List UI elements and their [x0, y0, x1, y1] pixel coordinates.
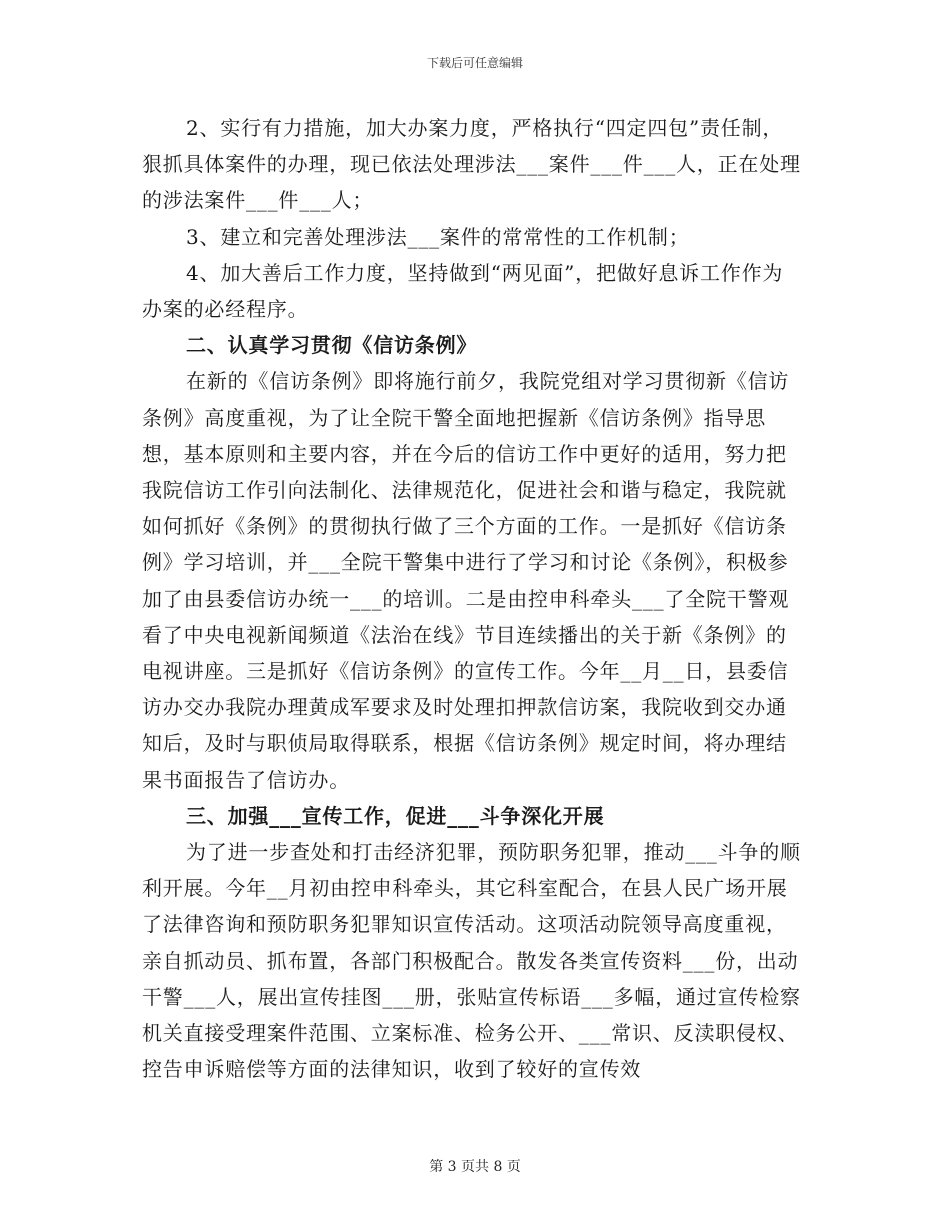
section-heading-3: 三、加强___宣传工作，促进___斗争深化开展 — [186, 803, 605, 828]
paragraph-publicity: 为了进一步查处和打击经济犯罪，预防职务犯罪，推动___斗争的顺利开展。今年__月初由控申科牵头，其它科室配合，在县人民广场开展了法律咨询和预防职务犯罪知识宣传活动。这项活动院领导高度重视，亲自抓动员、抓布置，各部门积极配合。散发各类宣传资料___份，出动干警___人，展出宣传挂图___册，张贴宣传标语___多幅，通过宣传检察机关直接受理案件范围、立案标准、检务公开、___常识、反渎职侵权、控告申诉赔偿等方面的法律知识，收到了较好的宣传效 — [142, 840, 801, 1082]
section-heading-2: 二、认真学习贯彻《信访条例》 — [186, 333, 478, 358]
paragraph-regulation-study: 在新的《信访条例》即将施行前夕，我院党组对学习贯彻新《信访条例》高度重视，为了让全院干警全面地把握新《信访条例》指导思想，基本原则和主要内容，并在今后的信访工作中更好的适用，努力把我院信访工作引向法制化、法律规范化，促进社会和谐与稳定，我院就如何抓好《条例》的贯彻执行做了三个方面的工作。一是抓好《信访条例》学习培训，并___全院干警集中进行了学习和讨论《条例》，积极参加了由县委信访办统一___的培训。二是由控申科牵头___了全院干警观看了中央电视新闻频道《法治在线》节目连续播出的关于新《条例》的电视讲座。三是抓好《信访条例》的宣传工作。今年__月__日，县委信访办交办我院办理黄成军要求及时处理扣押款信访案，我院收到交办通知后，及时与职侦局取得联系，根据《信访条例》规定时间，将办理结果书面报告了信访办。 — [142, 369, 790, 792]
page-header: 下载后可任意编辑 — [426, 56, 523, 70]
paragraph-measure-4: 4、加大善后工作力度，坚持做到“两见面”，把做好息诉工作作为办案的必经程序。 — [142, 260, 784, 322]
paragraph-measure-3: 3、建立和完善处理涉法___案件的常常性的工作机制； — [186, 224, 690, 249]
document-body — [142, 110, 802, 1087]
page-footer: 第 3 页共 8 页 — [429, 1159, 521, 1175]
paragraph-measure-2: 2、实行有力措施，加大办案力度，严格执行“四定四包”责任制，狠抓具体案件的办理，现已依法处理涉法___案件___件___人，正在处理的涉法案件___件___人； — [142, 116, 801, 213]
